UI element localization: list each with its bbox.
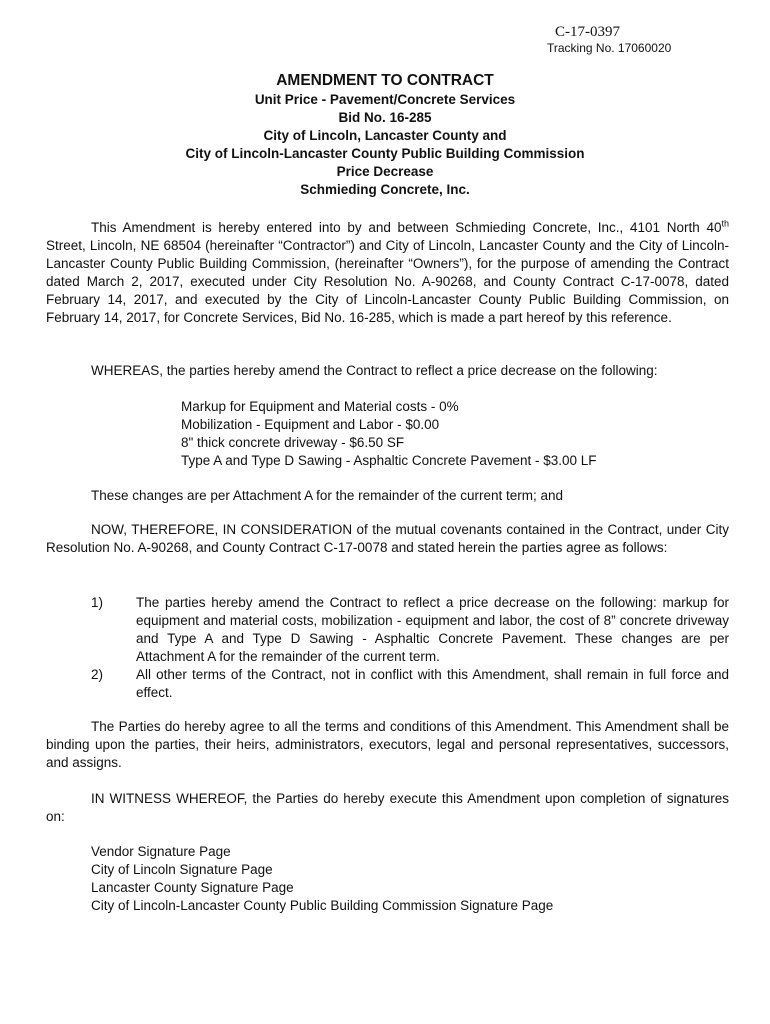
signature-page-item: Lancaster County Signature Page <box>91 880 294 895</box>
tracking-number: Tracking No. 17060020 <box>547 41 672 55</box>
price-item: 8" thick concrete driveway - $6.50 SF <box>181 435 405 450</box>
heading-line: Schmieding Concrete, Inc. <box>300 182 470 197</box>
document-title: AMENDMENT TO CONTRACT <box>276 72 494 89</box>
price-item: Mobilization - Equipment and Labor - $0.00 <box>181 417 440 432</box>
heading-line: City of Lincoln-Lancaster County Public Building Commission <box>185 146 585 161</box>
price-item: Markup for Equipment and Material costs - 0% <box>181 399 459 414</box>
price-item-list <box>181 398 597 470</box>
witness-paragraph: IN WITNESS WHEREOF, the Parties do hereby execute this Amendment upon completion of signatures on: <box>46 791 729 824</box>
heading-line: Unit Price - Pavement/Concrete Services <box>254 92 516 107</box>
price-item: Type A and Type D Sawing - Asphaltic Concrete Pavement - $3.00 LF <box>181 453 597 468</box>
intro-paragraph <box>46 219 729 327</box>
numbered-item-label: 1) <box>91 595 104 610</box>
attachment-note: These changes are per Attachment A for the remainder of the current term; and <box>91 488 564 503</box>
intro-text-part2: Street, Lincoln, NE 68504 (hereinafter “Contractor”) and City of Lincoln, Lancaster County and the City of Lincoln-Lancaster County Public Building Commission, (hereinafter “Owners”), for the purpose of amending the Contract dated March 2, 2017, executed under City Resolution No. A-90268, and County Contract C-17-0078, dated February 14, 2017, and executed by the City of Lincoln-Lancaster County Public Building Commission, on February 14, 2017, for Concrete Services, Bid No. 16-285, which is made a part hereof by this reference. <box>46 238 729 325</box>
heading-line: City of Lincoln, Lancaster County and <box>263 128 507 143</box>
intro-superscript: th <box>721 218 729 229</box>
signature-page-item: Vendor Signature Page <box>91 844 231 859</box>
agreement-paragraph: The Parties do hereby agree to all the terms and conditions of this Amendment. This Amendment shall be binding upon the parties, their heirs, administrators, executors, legal and personal representatives, successors, and assigns. <box>46 719 729 770</box>
signature-page-item: City of Lincoln-Lancaster County Public Building Commission Signature Page <box>91 898 554 913</box>
numbered-list <box>46 594 729 702</box>
numbered-item-text: All other terms of the Contract, not in conflict with this Amendment, shall remain in full force and effect. <box>136 667 729 700</box>
numbered-item-text: The parties hereby amend the Contract to reflect a price decrease on the following: markup for equipment and material costs, mobilization - equipment and labor, the cost of 8” concrete driveway and Type A and Type D Sawing - Asphaltic Concrete Pavement. These changes are per Attachment A for the remainder of the current term. <box>136 595 729 664</box>
signature-page-list <box>91 843 553 915</box>
whereas-paragraph: WHEREAS, the parties hereby amend the Contract to reflect a price decrease on the following: <box>91 363 658 378</box>
heading-line: Bid No. 16-285 <box>338 110 432 125</box>
heading-block <box>0 71 770 199</box>
signature-page-item: City of Lincoln Signature Page <box>91 862 273 877</box>
numbered-item <box>46 594 729 666</box>
now-therefore-paragraph: NOW, THEREFORE, IN CONSIDERATION of the mutual covenants contained in the Contract, under City Resolution No. A-90268, and County Contract C-17-0078 and stated herein the parties agree as follows: <box>46 522 729 555</box>
heading-line: Price Decrease <box>336 164 434 179</box>
numbered-item-label: 2) <box>91 667 104 682</box>
document-id: C-17-0397 <box>555 24 620 40</box>
intro-text-part1: This Amendment is hereby entered into by and between Schmieding Concrete, Inc., 4101 North 40 <box>91 220 722 235</box>
numbered-item <box>46 666 729 702</box>
